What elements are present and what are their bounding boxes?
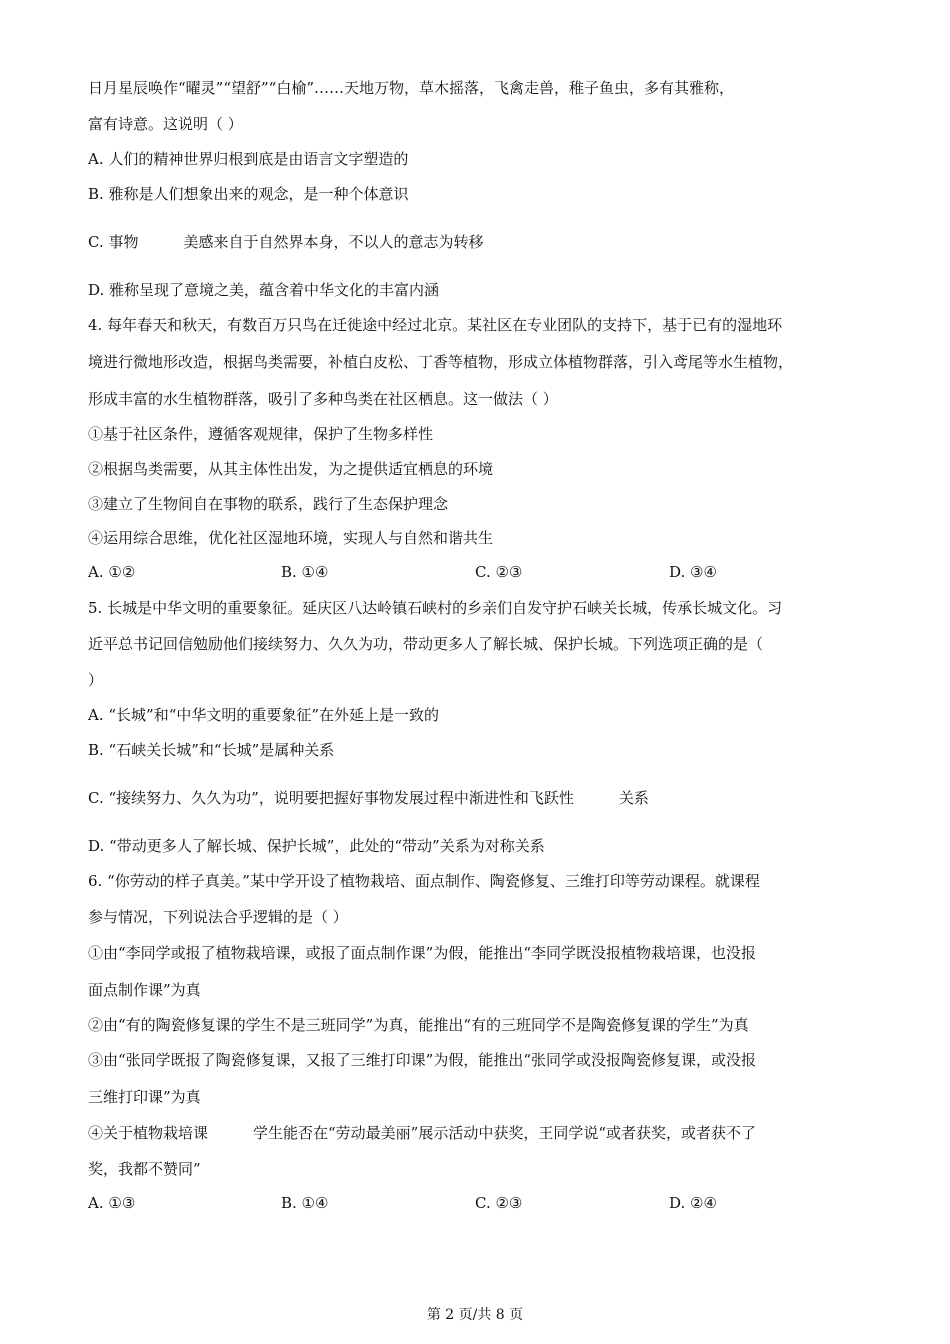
q6-choice-a: A. ①③ (88, 1194, 136, 1212)
q5-option-b: B. “石峡关长城”和“长城”是属种关系 (88, 741, 335, 759)
q5-stem-line-1: 5. 长城是中华文明的重要象征。延庆区八达岭镇石峡村的乡亲们自发守护石峡关长城，传承长城文化。习 (88, 599, 783, 617)
q4-stem-line-1: 4. 每年春天和秋天，有数百万只鸟在迁徙途中经过北京。某社区在专业团队的支持下，基于已有的湿地环 (88, 316, 783, 334)
q6-choice-b: B. ①④ (281, 1194, 329, 1212)
q6-statement-1-line-1: ①由“李同学或报了植物栽培课，或报了面点制作课”为假，能推出“李同学既没报植物栽培课，也没报 (88, 944, 757, 962)
q4-choice-c: C. ②③ (475, 563, 523, 581)
q6-choices (88, 1193, 878, 1213)
q5-stem-line-3: ） (88, 671, 104, 689)
q3-option-a: A. 人们的精神世界归根到底是由语言文字塑造的 (88, 150, 409, 168)
q5-option-a: A. “长城”和“中华文明的重要象征”在外延上是一致的 (88, 706, 440, 724)
q4-choice-b: B. ①④ (281, 563, 329, 581)
q4-choices (88, 562, 878, 582)
q6-statement-1-line-2: 面点制作课”为真 (88, 981, 201, 999)
q3-stem-line-1: 日月星辰唤作“曜灵”“望舒”“白榆”……天地万物，草木摇落，飞禽走兽，稚子鱼虫，多有其雅称， (88, 79, 735, 97)
q4-choice-d: D. ③④ (669, 563, 717, 581)
q6-statement-2: ②由“有的陶瓷修复课的学生不是三班同学”为真，能推出“有的三班同学不是陶瓷修复课的学生”为真 (88, 1016, 749, 1034)
q5-option-d: D. “带动更多人了解长城、保护长城”，此处的“带动”关系为对称关系 (88, 837, 545, 855)
q4-statement-4: ④运用综合思维，优化社区湿地环境，实现人与自然和谐共生 (88, 529, 494, 547)
q6-statement-3-line-1: ③由“张同学既报了陶瓷修复课，又报了三维打印课”为假，能推出“张同学或没报陶瓷修复课，或没报 (88, 1051, 757, 1069)
q3-option-d: D. 雅称呈现了意境之美，蕴含着中华文化的丰富内涵 (88, 281, 440, 299)
q4-stem-line-3: 形成丰富的水生植物群落，吸引了多种鸟类在社区栖息。这一做法（ ） (88, 390, 558, 408)
q4-stem-line-2: 境进行微地形改造，根据鸟类需要，补植白皮松、丁香等植物，形成立体植物群落，引入鸢尾等水生植物， (88, 353, 794, 371)
q5-option-c: C. “接续努力、久久为功”，说明要把握好事物发展过程中渐进性和飞跃性 关系 (88, 789, 649, 807)
q6-statement-4-line-1: ④关于植物栽培课 学生能否在“劳动最美丽”展示活动中获奖，王同学说“或者获奖，或者获不了 (88, 1124, 757, 1142)
q5-stem-line-2: 近平总书记回信勉励他们接续努力、久久为功，带动更多人了解长城、保护长城。下列选项正确的是（ (88, 635, 764, 653)
page-number-footer: 第 2 页/共 8 页 (426, 1307, 524, 1323)
q3-option-b: B. 雅称是人们想象出来的观念，是一种个体意识 (88, 185, 409, 203)
q6-stem-line-2: 参与情况，下列说法合乎逻辑的是（ ） (88, 908, 348, 926)
q6-statement-4-line-2: 奖，我都不赞同” (88, 1160, 201, 1178)
q3-stem-line-2: 富有诗意。这说明（ ） (88, 115, 243, 133)
q6-stem-line-1: 6. “你劳动的样子真美。”某中学开设了植物栽培、面点制作、陶瓷修复、三维打印等劳动课程。就课程 (88, 872, 760, 890)
q4-statement-3: ③建立了生物间自在事物的联系，践行了生态保护理念 (88, 495, 449, 513)
q4-statement-1: ①基于社区条件，遵循客观规律，保护了生物多样性 (88, 425, 434, 443)
q4-statement-2: ②根据鸟类需要，从其主体性出发，为之提供适宜栖息的环境 (88, 460, 494, 478)
q6-statement-3-line-2: 三维打印课”为真 (88, 1088, 201, 1106)
q4-choice-a: A. ①② (88, 563, 136, 581)
q6-choice-c: C. ②③ (475, 1194, 523, 1212)
q3-option-c: C. 事物 美感来自于自然界本身，不以人的意志为转移 (88, 233, 484, 251)
q6-choice-d: D. ②④ (669, 1194, 717, 1212)
